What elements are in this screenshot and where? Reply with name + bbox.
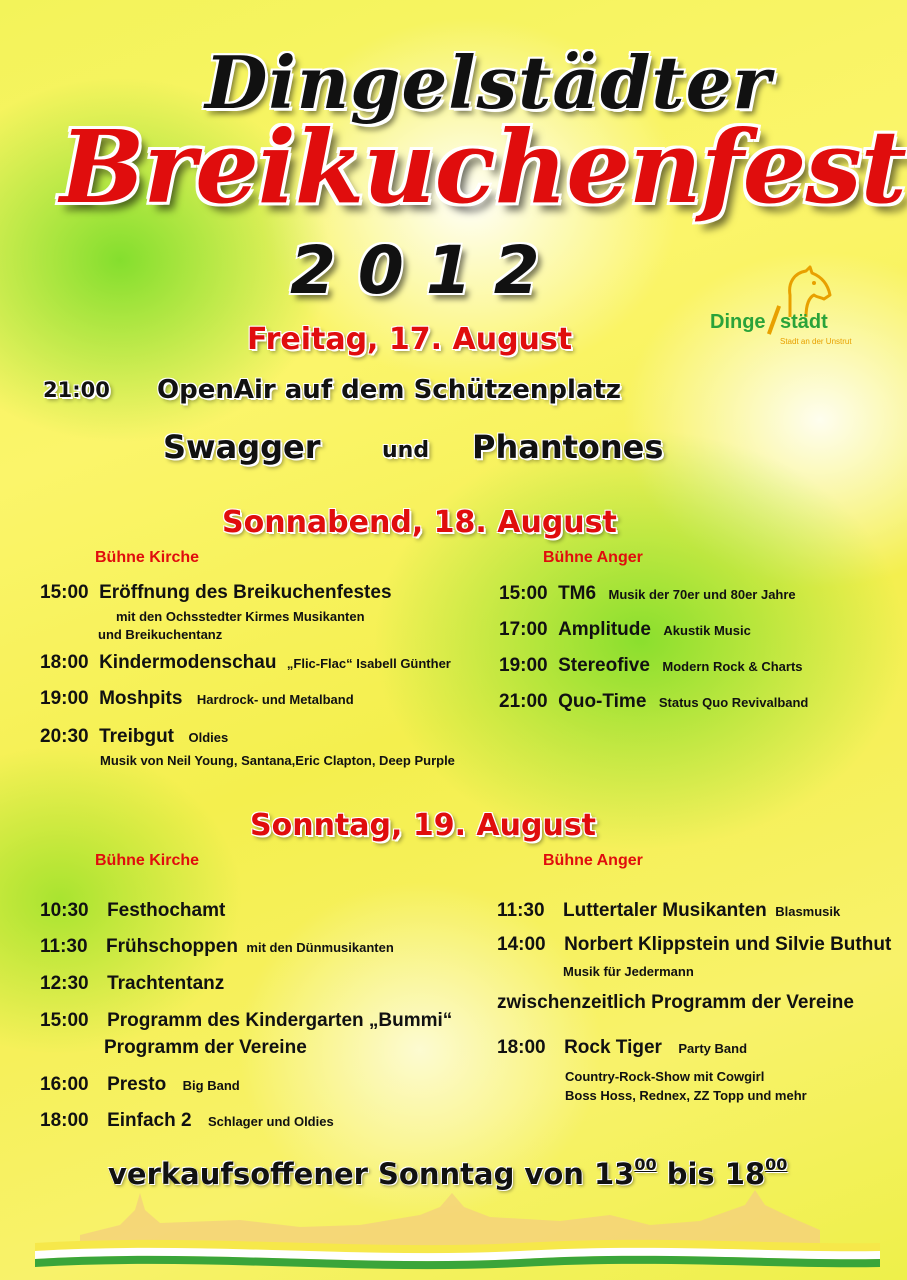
list-item: 15:00 TM6 Musik der 70er und 80er Jahre [499,583,796,604]
friday-event: OpenAir auf dem Schützenplatz [157,375,622,405]
saturday-stage-anger: Bühne Anger [543,549,643,566]
list-item: 10:30 Festhochamt [40,900,226,921]
sunday-stage-kirche: Bühne Kirche [95,852,200,869]
sunday-heading: Sonntag, 19. August [250,808,597,843]
list-item: 14:00 Norbert Klippstein und Silvie Buthut [497,934,892,955]
friday-und: und [382,438,430,463]
list-item-sub: mit den Ochsstedter Kirmes Musikanten [116,609,365,624]
list-item-sub: Musik von Neil Young, Santana,Eric Clapton, Deep Purple [100,753,455,768]
list-item: 15:00 Eröffnung des Breikuchenfestes [40,582,392,603]
skyline-silhouette [80,1190,820,1247]
list-item: 11:30 Frühschoppen mit den Dünmusikanten [40,936,394,957]
town-logo [706,265,876,355]
list-item-sub: Boss Hoss, Rednex, ZZ Topp und mehr [565,1088,807,1103]
saturday-stage-kirche: Bühne Kirche [95,549,200,566]
list-item: 18:00 Rock Tiger Party Band [497,1037,748,1058]
list-item: 20:30 Treibgut Oldies [40,726,229,747]
title-line-2: Breikuchenfest [60,108,906,226]
friday-band-2: Phantones [472,428,664,466]
list-item: 15:00 Programm des Kindergarten „Bummi“ [40,1010,453,1031]
town-skyline-illustration [0,1185,907,1280]
title-line-1: Dingelstädter [205,40,772,125]
friday-time: 21:00 [43,378,110,402]
sunday-stage-anger: Bühne Anger [543,852,643,869]
list-item: 18:00 Kindermodenschau „Flic-Flac“ Isabell Günther [40,652,451,673]
list-item: 19:00 Stereofive Modern Rock & Charts [499,655,803,676]
list-item: 21:00 Quo-Time Status Quo Revivalband [499,691,809,712]
list-item-sub: Country-Rock-Show mit Cowgirl [565,1069,765,1084]
list-item: 16:00 Presto Big Band [40,1074,240,1095]
list-item: 12:30 Trachtentanz [40,973,225,994]
logo-name-right: städt [780,311,828,333]
list-item-sub: und Breikuchentanz [98,627,223,642]
footer-text: verkaufsoffener Sonntag von $13^{00}$ bis $18^{00}$ [108,1155,788,1191]
list-item-sub: Programm der Vereine [104,1037,307,1058]
logo-name-left: Dinge [710,311,766,333]
interlude-text: zwischenzeitlich Programm der Vereine [497,992,854,1013]
list-item-sub: Musik für Jedermann [563,964,694,979]
friday-heading: Freitag, 17. August [247,322,573,357]
friday-band-1: Swagger [163,428,321,466]
list-item: 17:00 Amplitude Akustik Music [499,619,751,640]
saturday-heading: Sonnabend, 18. August [222,505,617,540]
title-year: 2012 [290,232,562,309]
list-item: 19:00 Moshpits Hardrock- und Metalband [40,688,354,709]
logo-tagline: Stadt an der Unstrut [780,337,852,346]
list-item: 18:00 Einfach 2 Schlager und Oldies [40,1110,334,1131]
list-item: 11:30 Luttertaler Musikanten Blasmusik [497,900,841,921]
